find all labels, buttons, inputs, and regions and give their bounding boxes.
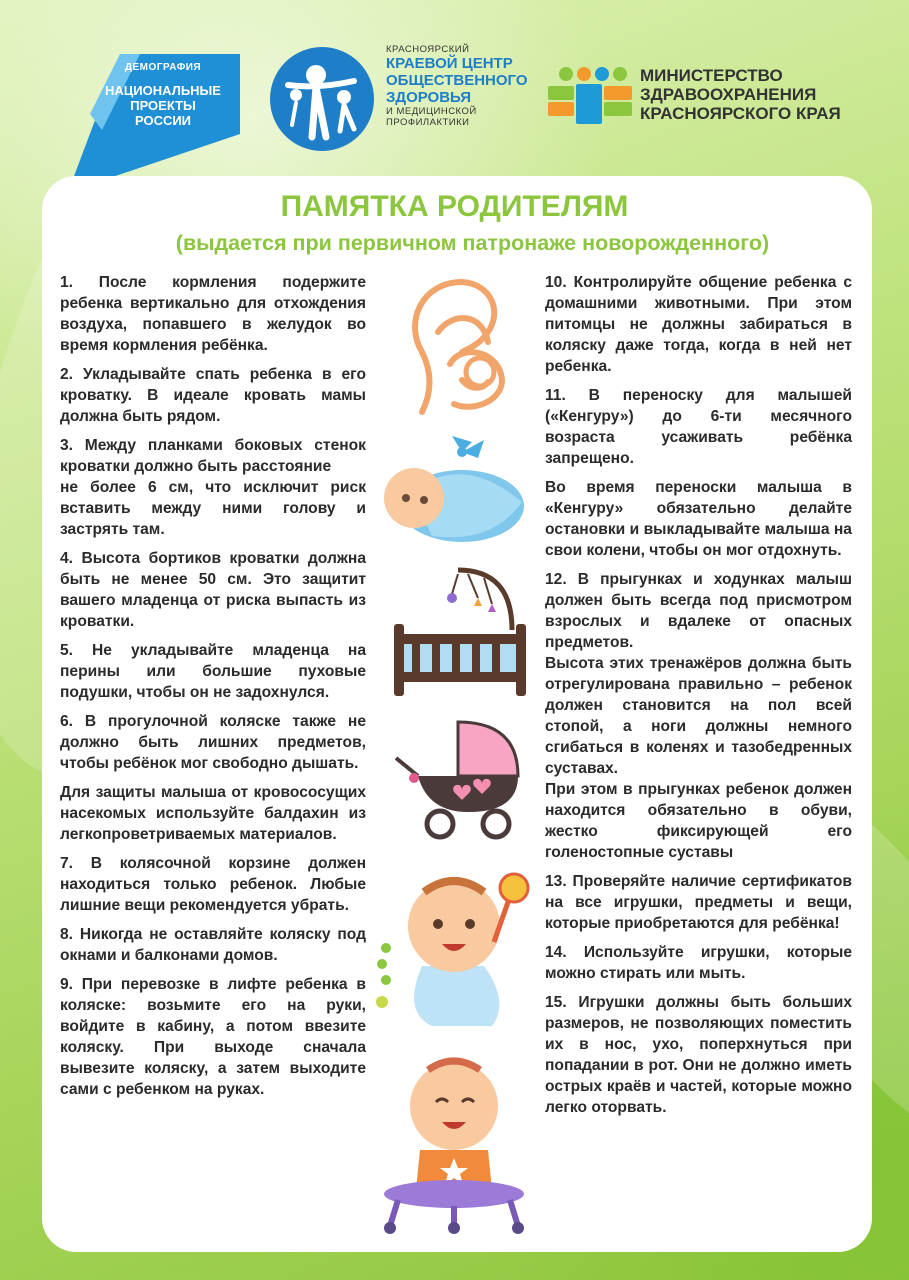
tip-13: 13. Проверяйте наличие сертификатов на все игрушки, предметы и вещи, которые приобретаются для ребёнка! xyxy=(545,873,852,932)
kc-line: ПРОФИЛАКТИКИ xyxy=(386,117,470,128)
ministry-text xyxy=(640,66,880,123)
tip-5: 5. Не укладывайте младенца на перины или большие пуховые подушки, чтобы он не задохнулся. xyxy=(60,642,366,701)
tip-3: 3. Между планками боковых стенок кроватки должно быть расстояние xyxy=(60,437,366,475)
tip-12-cont: Высота этих тренажёров должна быть отрегулирована правильно – ребенок должен становится на пол всей стопой, а ноги должны немного сгибаться в коленях и тазобедренных суставах. xyxy=(545,655,852,777)
tip-15: 15. Игрушки должны быть больших размеров, не позволяющих поместить их в нос, ухо, поперхнуться при попадании в рот. Они не должно иметь острых краёв и частей, которые можно легко оторвать. xyxy=(545,994,852,1116)
baby-walker-icon xyxy=(380,1050,530,1236)
np-top: ДЕМОГРАФИЯ xyxy=(124,62,202,73)
right-column xyxy=(545,272,852,1126)
tip-12: 12. В прыгунках и ходунках малыш должен быть всегда под присмотром взрослых и вдалеке от опасных предметов. xyxy=(545,571,852,651)
baby-rattle-icon xyxy=(372,862,532,1038)
tip-1: 1. После кормления подержите ребенка вертикально для отхождения воздуха, попавшего в желудок во время кормления ребёнка. xyxy=(60,274,366,354)
page-title: ПАМЯТКА РОДИТЕЛЯМ xyxy=(280,190,629,223)
tip-3-cont: не более 6 см, что исключит риск вставить между ними голову и застрять там. xyxy=(60,479,366,538)
mother-baby-icon xyxy=(392,272,522,422)
tip-10: 10. Контролируйте общение ребенка с домашними животными. При этом питомцы не должны забираться в коляску даже тогда, когда в ней нет ребенка. xyxy=(545,274,852,375)
kc-line: ЗДОРОВЬЯ xyxy=(386,89,472,106)
tip-4: 4. Высота бортиков кроватки должна быть не менее 50 см. Это защитит вашего младенца от риска выпасть из кроватки. xyxy=(60,550,366,630)
np-line: НАЦИОНАЛЬНЫЕ xyxy=(105,83,221,98)
ministry-logo xyxy=(546,66,634,126)
mz-line: МИНИСТЕРСТВО xyxy=(640,66,783,85)
mz-line: ЗДРАВООХРАНЕНИЯ xyxy=(640,85,817,104)
kc-line: ОБЩЕСТВЕННОГО xyxy=(386,72,528,89)
tip-2: 2. Укладывайте спать ребенка в его кроватку. В идеале кровать мамы должна быть рядом. xyxy=(60,366,366,425)
tip-6-cont: Для защиты малыша от кровососущих насекомых используйте балдахин из легкопроветриваемых материалов. xyxy=(60,784,366,843)
stroller-icon xyxy=(378,712,528,842)
swaddled-baby-icon xyxy=(372,432,532,552)
tip-9: 9. При перевозке в лифте ребенка в коляске: возьмите его на руки, войдите в кабину, а потом ввезите коляску. При выходе сначала вывезите коляску, а затем выходите сами с ребенком на руках. xyxy=(60,976,366,1098)
np-line: ПРОЕКТЫ xyxy=(130,98,196,113)
kc-line: КРАСНОЯРСКИЙ xyxy=(386,44,470,55)
header xyxy=(0,0,909,180)
kc-line: КРАЕВОЙ ЦЕНТР xyxy=(386,55,513,72)
page-subtitle: (выдается при первичном патронаже новорожденного) xyxy=(175,231,770,255)
mz-line: КРАСНОЯРСКОГО КРАЯ xyxy=(640,104,841,123)
crib-icon xyxy=(388,560,528,700)
left-column xyxy=(60,272,366,1108)
tip-12-cont2: При этом в прыгунках ребенок должен находится обязательно в обуви, жестко фиксирующей его голеностопные суставы xyxy=(545,781,852,861)
tip-6: 6. В прогулочной коляске также не должно быть лишних предметов, чтобы ребёнок мог свободно дышать. xyxy=(60,713,366,772)
national-projects-text xyxy=(98,62,228,128)
kc-line: И МЕДИЦИНСКОЙ xyxy=(386,106,477,117)
health-center-logo xyxy=(268,45,376,153)
tip-11-cont: Во время переноски малыша в «Кенгуру» обязательно делайте остановки и выкладывайте малыша на свои колени, чтобы он мог отдохнуть. xyxy=(545,479,852,559)
tip-7: 7. В колясочной корзине должен находиться только ребенок. Любые лишние вещи рекомендуется убрать. xyxy=(60,855,366,914)
tip-14: 14. Используйте игрушки, которые можно стирать или мыть. xyxy=(545,944,852,982)
tip-11: 11. В переноску для малышей («Кенгуру») до 6-ти месячного возраста усаживать ребёнка запрещено. xyxy=(545,387,852,467)
tip-8: 8. Никогда не оставляйте коляску под окнами и балконами домов. xyxy=(60,926,366,964)
health-center-text xyxy=(386,44,556,128)
np-line: РОССИИ xyxy=(134,113,192,128)
